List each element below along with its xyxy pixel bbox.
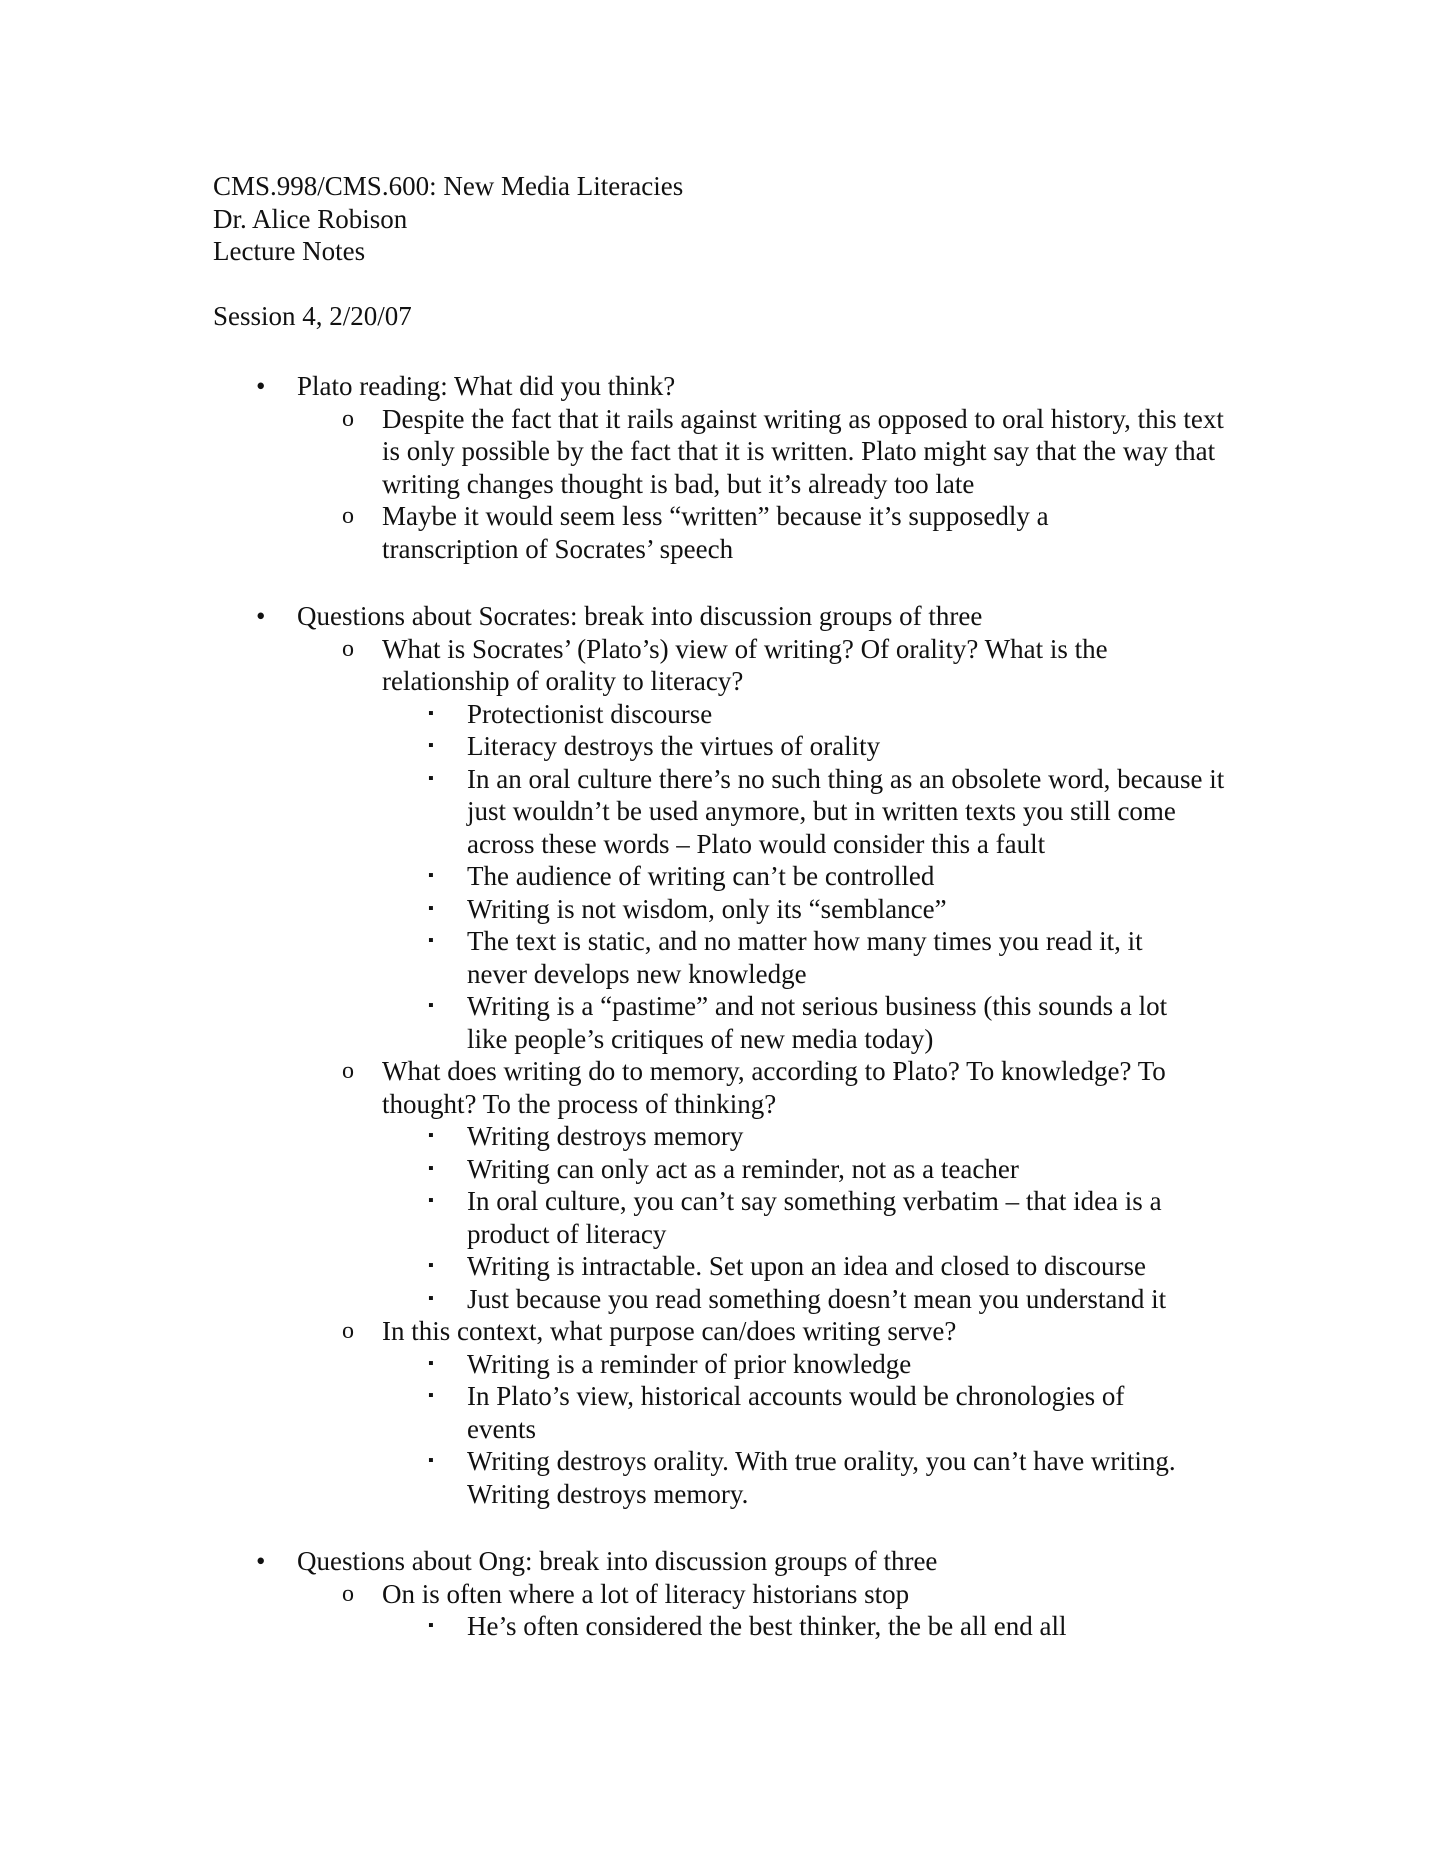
square-marker: ▪: [428, 1387, 434, 1404]
sub-list-item: [0, 1153, 1237, 1186]
document-type: Lecture Notes: [213, 236, 366, 266]
circle-marker: o: [342, 503, 354, 529]
list-item: [0, 403, 1237, 501]
square-marker: ▪: [428, 1159, 434, 1177]
circle-marker: o: [342, 1580, 354, 1607]
section-heading: [0, 370, 1456, 403]
item-text: Maybe it would seem less “written” because it’s supposedly a transcription of Socrates’ speech: [382, 501, 1049, 564]
section-ong-questions: [0, 1545, 1456, 1643]
item-text: What does writing do to memory, according to Plato? To knowledge? To thought? To the process of thinking?: [382, 1056, 1166, 1119]
sub-item-text: Just because you read something doesn’t mean you understand it: [467, 1283, 1167, 1314]
sub-list-item: [0, 1120, 1237, 1153]
sub-list-item: [0, 730, 1237, 763]
square-marker: ▪: [428, 1127, 434, 1144]
circle-marker: o: [342, 1058, 354, 1084]
square-marker: ▪: [428, 1289, 434, 1307]
section-plato-reading: [0, 370, 1456, 565]
circle-marker: o: [342, 1318, 354, 1344]
sub-item-text: Writing is intractable. Set upon an idea and closed to discourse: [467, 1251, 1146, 1281]
sub-list-item: [0, 860, 1237, 893]
sub-item-text: The audience of writing can’t be controlled: [467, 861, 935, 891]
section-heading: [0, 1545, 1456, 1578]
sub-item-text: Writing can only act as a reminder, not as a teacher: [467, 1153, 1019, 1184]
sub-item-text: In oral culture, you can’t say something verbatim – that idea is a product of literacy: [467, 1186, 1162, 1249]
item-text: Despite the fact that it rails against writing as opposed to oral history, this text is only possible by the fact that it is written. Plato might say that the way that writing changes thought is bad, but it’s already too late: [382, 403, 1224, 499]
instructor-name: Dr. Alice Robison: [213, 203, 408, 234]
square-marker: ▪: [428, 1192, 434, 1209]
sub-item-text: Protectionist discourse: [467, 698, 713, 729]
sub-list-item: [0, 1185, 1237, 1250]
sub-list-item: [0, 1250, 1237, 1283]
sub-item-text: Writing destroys orality. With true orality, you can’t have writing. Writing destroys memory.: [467, 1446, 1176, 1509]
sub-item-text: The text is static, and no matter how many times you read it, it never develops new knowledge: [467, 926, 1143, 989]
list-item: [0, 1055, 1237, 1120]
document-header: [213, 170, 683, 268]
circle-marker: o: [342, 405, 354, 432]
square-marker: ▪: [428, 1257, 434, 1274]
sub-item-text: Literacy destroys the virtues of orality: [467, 731, 881, 761]
square-marker: ▪: [428, 737, 434, 754]
square-marker: ▪: [428, 997, 434, 1014]
bullet-marker: •: [256, 1546, 266, 1576]
square-marker: ▪: [428, 1617, 434, 1634]
section-title: Plato reading: What did you think?: [297, 371, 676, 401]
square-marker: ▪: [428, 899, 434, 917]
square-marker: ▪: [428, 769, 434, 787]
sub-item-text: Writing is a reminder of prior knowledge: [467, 1348, 912, 1379]
item-text: What is Socrates’ (Plato’s) view of writing? Of orality? What is the relationship of orality to literacy?: [382, 633, 1108, 696]
sub-item-text: In an oral culture there’s no such thing as an obsolete word, because it just wouldn’t be used anymore, but in written texts you still come across these words – Plato would consider this a fault: [467, 763, 1225, 859]
sub-item-text: In Plato’s view, historical accounts would be chronologies of events: [467, 1381, 1125, 1444]
sub-list-item: [0, 698, 1237, 731]
sub-list-item: [0, 1380, 1237, 1445]
sub-item-text: He’s often considered the best thinker, the be all end all: [467, 1611, 1067, 1641]
sub-item-text: Writing is a “pastime” and not serious business (this sounds a lot like people’s critiques of new media today): [467, 991, 1168, 1054]
item-text: On is often where a lot of literacy historians stop: [382, 1578, 910, 1609]
sub-list-item: [0, 893, 1237, 926]
list-item: [0, 633, 1237, 698]
bullet-marker: •: [256, 601, 266, 631]
sub-list-item: [0, 990, 1237, 1055]
sub-list-item: [0, 1610, 1237, 1643]
sub-item-text: Writing is not wisdom, only its “semblance”: [467, 893, 947, 924]
section-socrates-questions: [0, 600, 1456, 1510]
list-item: [0, 1578, 1237, 1611]
circle-marker: o: [342, 635, 354, 662]
sub-list-item: [0, 1348, 1237, 1381]
sub-list-item: [0, 925, 1237, 990]
square-marker: ▪: [428, 1452, 434, 1469]
sub-list-item: [0, 1445, 1237, 1510]
section-heading: [0, 600, 1456, 633]
sub-item-text: Writing destroys memory: [467, 1121, 744, 1151]
sub-list-item: [0, 1283, 1237, 1316]
course-title: CMS.998/CMS.600: New Media Literacies: [213, 171, 684, 201]
item-text: In this context, what purpose can/does writing serve?: [382, 1316, 957, 1346]
section-title: Questions about Socrates: break into discussion groups of three: [297, 601, 983, 631]
sub-list-item: [0, 763, 1237, 861]
session-line: Session 4, 2/20/07: [213, 301, 412, 331]
list-item: [0, 500, 1237, 565]
square-marker: ▪: [428, 1354, 434, 1372]
section-title: Questions about Ong: break into discussion groups of three: [297, 1546, 938, 1576]
bullet-marker: •: [256, 371, 266, 401]
square-marker: ▪: [428, 867, 434, 884]
list-item: [0, 1315, 1237, 1348]
square-marker: ▪: [428, 704, 434, 722]
square-marker: ▪: [428, 932, 434, 949]
